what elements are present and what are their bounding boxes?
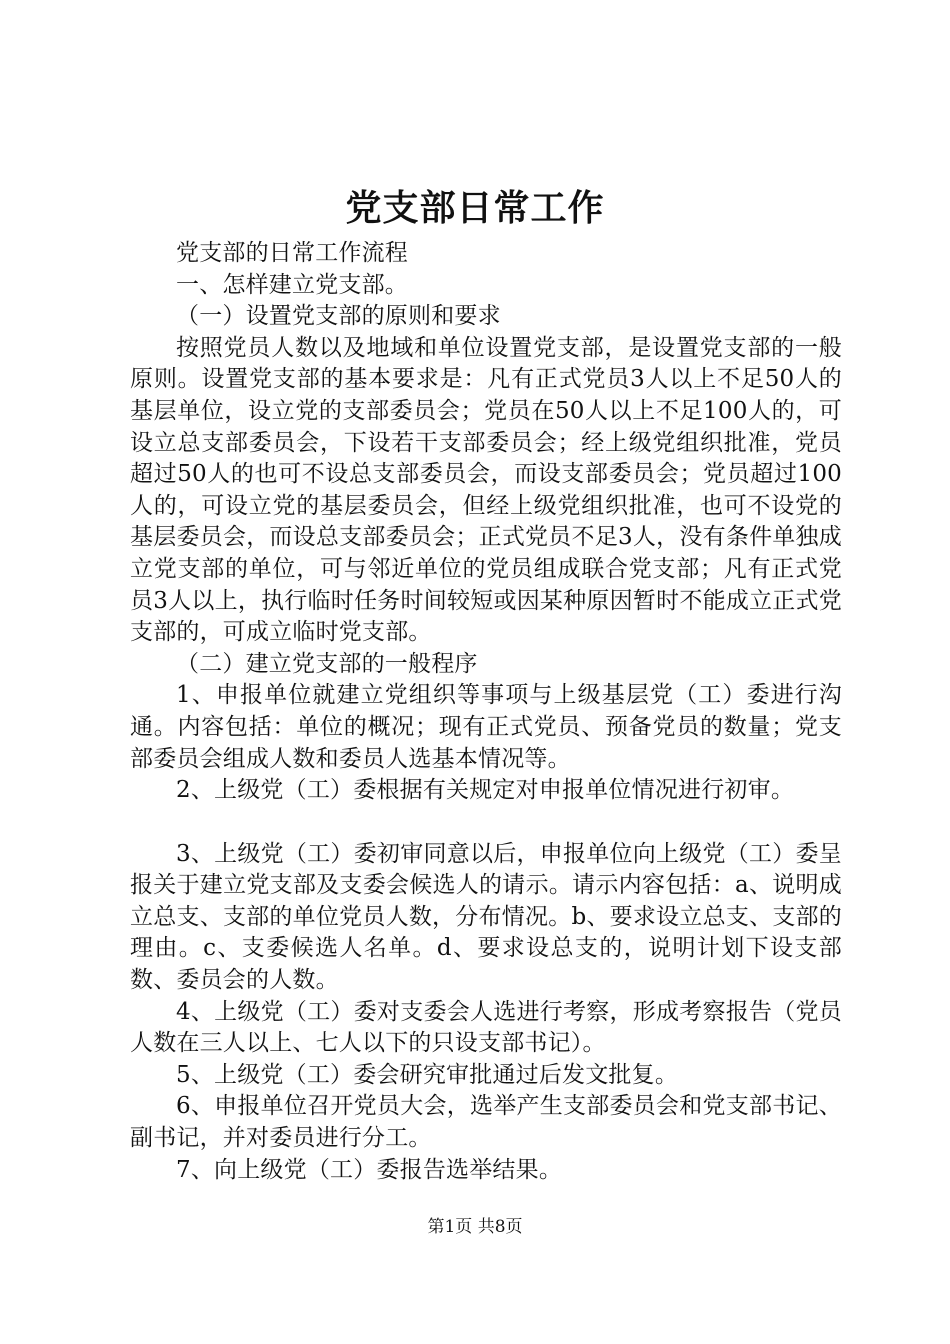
document-title: 党支部日常工作 — [345, 187, 605, 229]
subsection-heading-2: （二）建立党支部的一般程序 — [176, 650, 478, 677]
procedure-step-2: 2、上级党（工）委根据有关规定对申报单位情况进行初审。 — [176, 777, 795, 804]
subsection-heading-1: （一）设置党支部的原则和要求 — [176, 303, 501, 330]
page-footer: 第1页 共8页 — [427, 1217, 523, 1237]
procedure-step-5: 5、上级党（工）委会研究审批通过后发文批复。 — [176, 1061, 679, 1088]
procedure-step-1: 1、申报单位就建立党组织等事项与上级基层党（工）委进行沟通。内容包括：单位的概况；现有正式党员、预备党员的数量；党支部委员会组成人数和委员人选基本情况等。 — [130, 682, 842, 772]
section-heading-1: 一、怎样建立党支部。 — [176, 271, 408, 298]
paragraph-principles: 按照党员人数以及地域和单位设置党支部，是设置党支部的一般原则。设置党支部的基本要求是：凡有正式党员3人以上不足50人的基层单位，设立党的支部委员会；党员在50人以上不足100人的，可设立总支部委员会，下设若干支部委员会；经上级党组织批准，党员超过50人的也可不设总支部委员会，而设支部委员会；党员超过100人的，可设立党的基层委员会，但经上级党组织批准，也可不设党的基层委员会，而设总支部委员会；正式党员不足3人，没有条件单独成立党支部的单位，可与邻近单位的党员组成联合党支部；凡有正式党员3人以上，执行临时任务时间较短或因某种原因暂时不能成立正式党支部的，可成立临时党支部。 — [130, 334, 842, 646]
procedure-step-6: 6、申报单位召开党员大会，选举产生支部委员会和党支部书记、副书记，并对委员进行分工。 — [130, 1093, 842, 1152]
procedure-step-3: 3、上级党（工）委初审同意以后，申报单位向上级党（工）委呈报关于建立党支部及支委会候选人的请示。请示内容包括：a、说明成立总支、支部的单位党员人数，分布情况。b、要求设立总支、支部的理由。c、支委候选人名单。d、要求设总支的，说明计划下设支部数、委员会的人数。 — [130, 840, 842, 994]
procedure-step-7: 7、向上级党（工）委报告选举结果。 — [176, 1156, 563, 1183]
paragraph-workflow-heading: 党支部的日常工作流程 — [176, 240, 408, 266]
document-body — [130, 238, 842, 1186]
procedure-step-4: 4、上级党（工）委对支委会人选进行考察，形成考察报告（党员人数在三人以上、七人以下的只设支部书记）。 — [130, 998, 842, 1057]
